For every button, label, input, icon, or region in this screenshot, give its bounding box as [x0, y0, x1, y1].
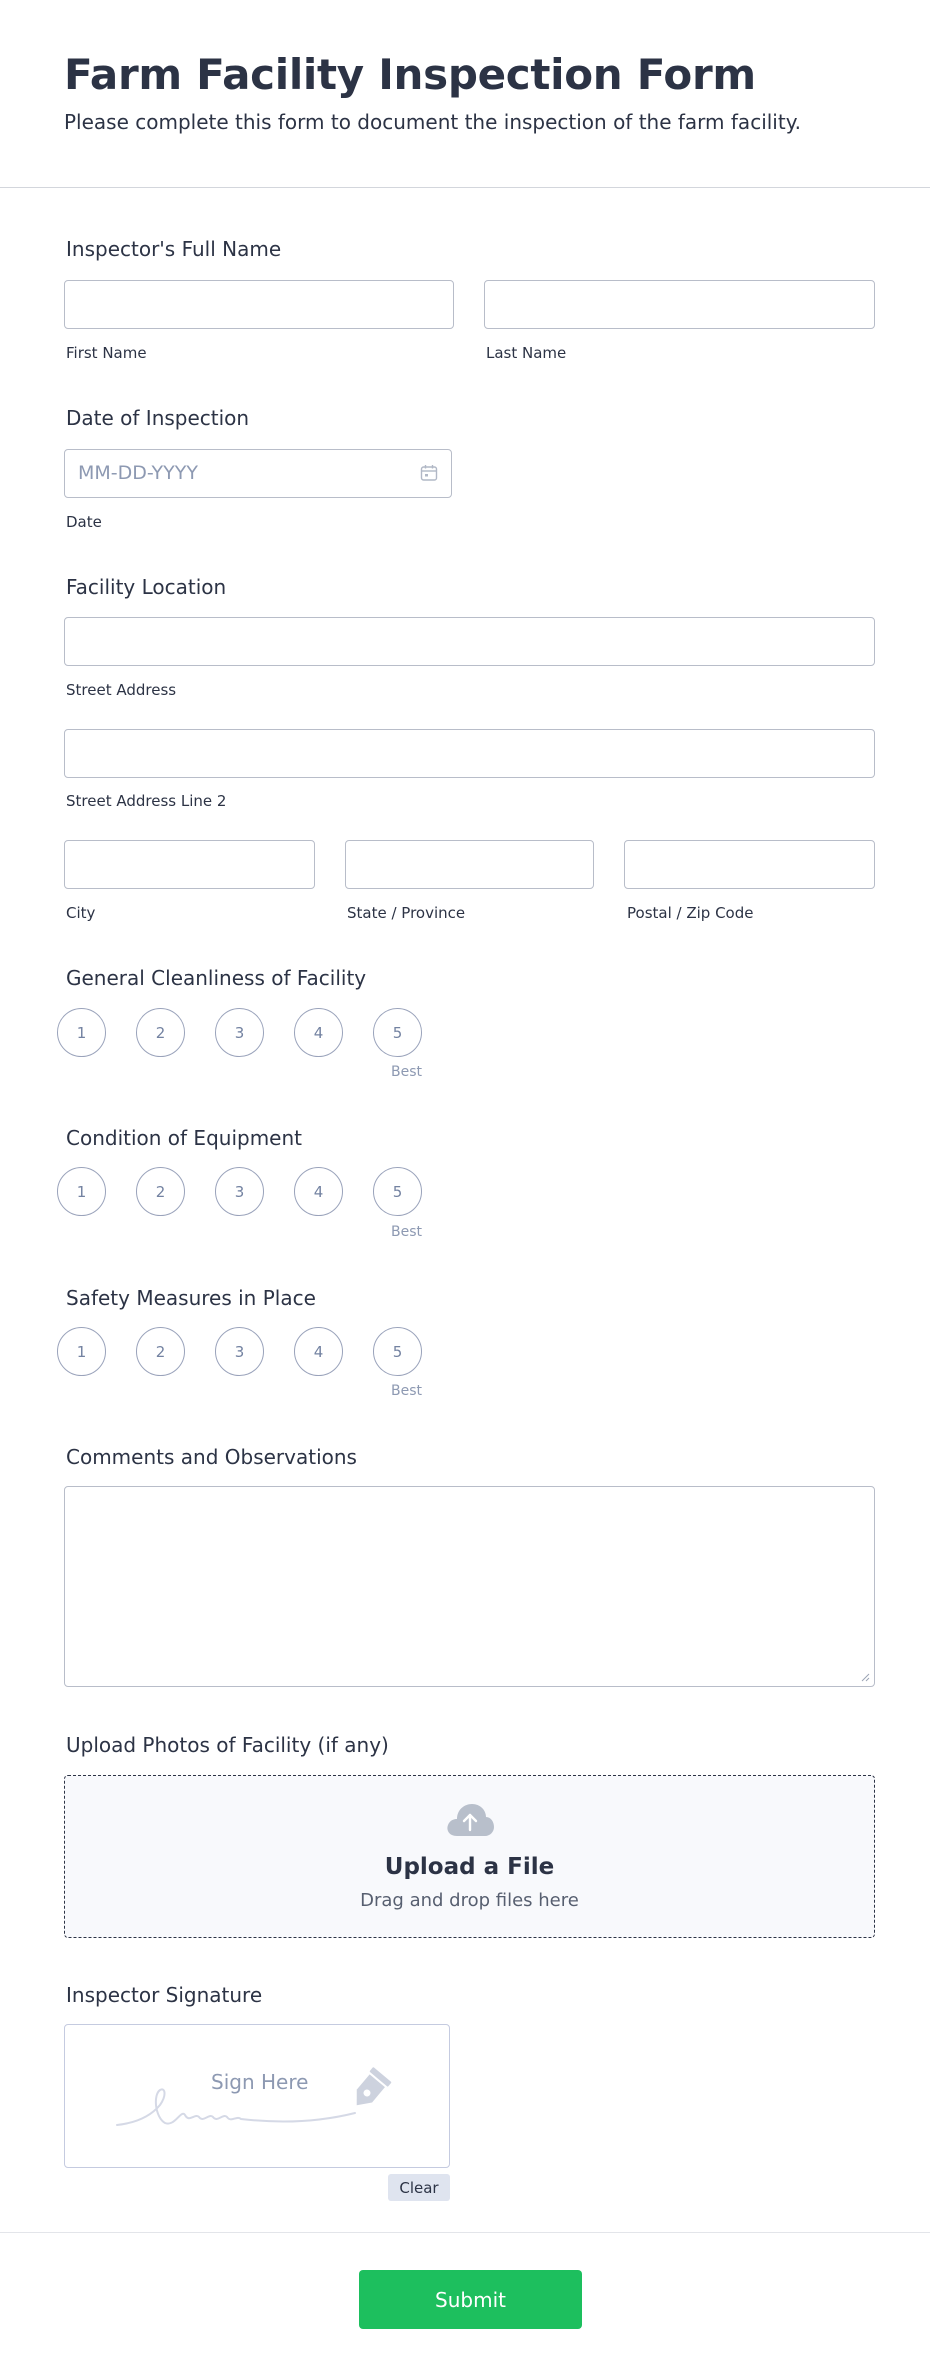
- date-label: Date of Inspection: [66, 406, 250, 430]
- safety-rating-1[interactable]: 1: [57, 1327, 106, 1376]
- cleanliness-best-label: Best: [391, 1064, 423, 1080]
- zip-input[interactable]: [624, 840, 875, 889]
- street-address-input[interactable]: [64, 617, 875, 666]
- safety-rating-2[interactable]: 2: [136, 1327, 185, 1376]
- comments-textarea[interactable]: [64, 1486, 875, 1687]
- footer-divider: [0, 2232, 930, 2233]
- calendar-icon[interactable]: [420, 464, 438, 482]
- form-header: [0, 0, 930, 188]
- safety-best-label: Best: [391, 1383, 423, 1399]
- date-input[interactable]: [64, 449, 452, 498]
- equipment-rating-4[interactable]: 4: [294, 1167, 343, 1216]
- street-address-line2-sublabel: Street Address Line 2: [66, 792, 227, 810]
- street-address-sublabel: Street Address: [66, 681, 177, 699]
- equipment-rating-5[interactable]: 5: [373, 1167, 422, 1216]
- form-subtitle: Please complete this form to document the inspection of the farm facility.: [64, 110, 802, 134]
- equipment-rating-1[interactable]: 1: [57, 1167, 106, 1216]
- comments-label: Comments and Observations: [66, 1445, 357, 1469]
- last-name-sublabel: Last Name: [486, 344, 567, 362]
- first-name-input[interactable]: [64, 280, 454, 329]
- city-input[interactable]: [64, 840, 315, 889]
- safety-rating-4[interactable]: 4: [294, 1327, 343, 1376]
- upload-subtitle: Drag and drop files here: [360, 1890, 579, 1911]
- equipment-label: Condition of Equipment: [66, 1126, 302, 1150]
- cleanliness-rating-5[interactable]: 5: [373, 1008, 422, 1057]
- signature-label: Inspector Signature: [66, 1983, 263, 2007]
- signature-placeholder: Sign Here: [211, 2070, 309, 2094]
- equipment-rating-3[interactable]: 3: [215, 1167, 264, 1216]
- city-sublabel: City: [66, 904, 96, 922]
- cleanliness-rating-2[interactable]: 2: [136, 1008, 185, 1057]
- location-label: Facility Location: [66, 575, 227, 599]
- date-sublabel: Date: [66, 513, 102, 531]
- cleanliness-rating-3[interactable]: 3: [215, 1008, 264, 1057]
- equipment-best-label: Best: [391, 1224, 423, 1240]
- cleanliness-label: General Cleanliness of Facility: [66, 966, 367, 990]
- cleanliness-rating-4[interactable]: 4: [294, 1008, 343, 1057]
- date-placeholder: MM-DD-YYYY: [78, 462, 198, 484]
- last-name-input[interactable]: [484, 280, 875, 329]
- form-title: Farm Facility Inspection Form: [64, 50, 756, 99]
- upload-dropzone[interactable]: [64, 1775, 875, 1938]
- safety-rating-3[interactable]: 3: [215, 1327, 264, 1376]
- cloud-upload-icon: [445, 1802, 495, 1838]
- signature-pad[interactable]: [64, 2024, 450, 2168]
- clear-signature-button[interactable]: Clear: [388, 2174, 450, 2201]
- resize-handle-icon[interactable]: [860, 1672, 870, 1682]
- state-sublabel: State / Province: [347, 904, 466, 922]
- first-name-sublabel: First Name: [66, 344, 147, 362]
- upload-title: Upload a File: [384, 1854, 555, 1880]
- equipment-rating-2[interactable]: 2: [136, 1167, 185, 1216]
- zip-sublabel: Postal / Zip Code: [627, 904, 754, 922]
- safety-label: Safety Measures in Place: [66, 1286, 316, 1310]
- safety-rating-5[interactable]: 5: [373, 1327, 422, 1376]
- submit-button[interactable]: Submit: [359, 2270, 582, 2329]
- cleanliness-rating-1[interactable]: 1: [57, 1008, 106, 1057]
- inspector-name-label: Inspector's Full Name: [66, 237, 282, 261]
- upload-label: Upload Photos of Facility (if any): [66, 1733, 389, 1757]
- street-address-line2-input[interactable]: [64, 729, 875, 778]
- state-input[interactable]: [345, 840, 594, 889]
